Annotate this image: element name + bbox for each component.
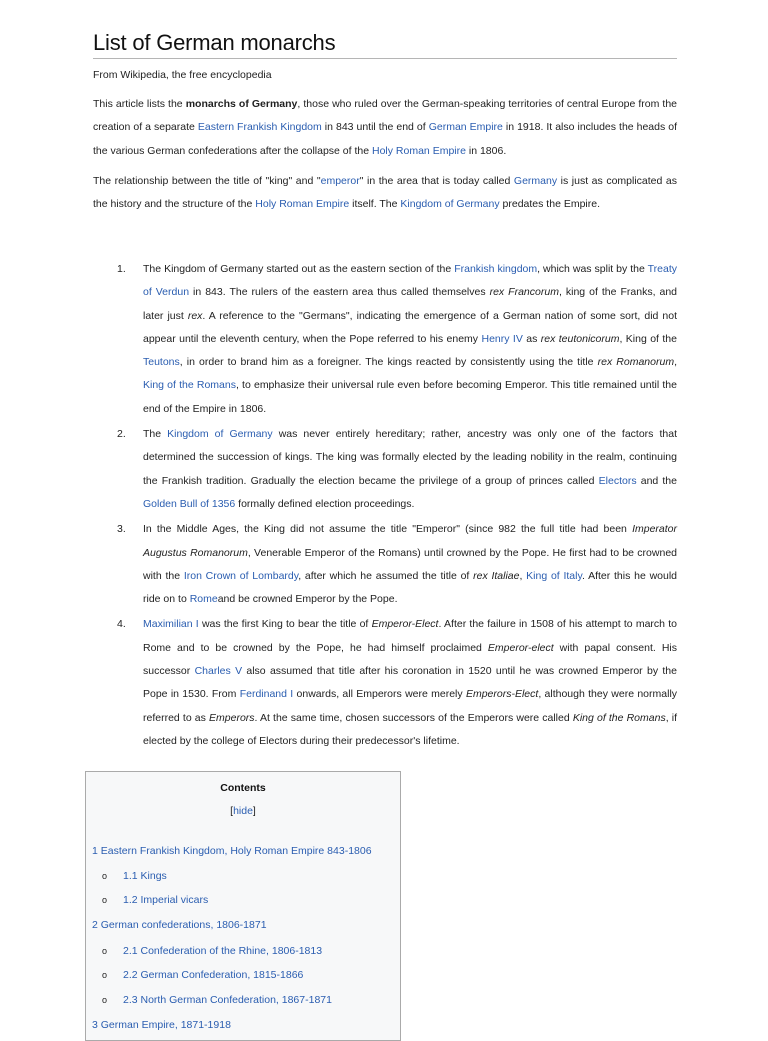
toc-bullet: o — [102, 895, 108, 905]
link-holy-roman-empire[interactable]: Holy Roman Empire — [372, 144, 466, 157]
text: formally defined election proceedings. — [235, 497, 415, 510]
list-item — [93, 258, 677, 421]
text: . After the failure in 1508 of his attempt to march to Rome and to be crowned by the Pope, he had himself proclaimed — [143, 618, 677, 654]
link-electors[interactable]: Electors — [598, 474, 637, 487]
text: was never entirely hereditary; rather, ancestry was only one of the factors that determined the succession of kings. The king was formally elected by the leading nobility in the realm, continuing the Frankish tradition. Gradually the election became the privilege of a group of princes called — [143, 428, 677, 487]
link-iron-crown-of-lombardy[interactable]: Iron Crown of Lombardy — [183, 569, 299, 582]
toc-item-2-2[interactable]: 2.2 German Confederation, 1815-1866 — [123, 969, 304, 981]
text: in 843 until the end of — [321, 121, 429, 134]
text: . After this he would ride on to — [143, 569, 677, 606]
numbered-list — [93, 258, 677, 755]
toc-item-1-2[interactable]: 1.2 Imperial vicars — [123, 894, 209, 906]
toc-item-1-1[interactable]: 1.1 Kings — [123, 870, 167, 882]
list-number: 1. — [117, 263, 126, 275]
toc-item-2-1[interactable]: 2.1 Confederation of the Rhine, 1806-1813 — [123, 945, 323, 957]
text: also assumed that title after his coronation in 1520 until he was crowned Emperor by the Pope in 1530. From — [143, 665, 677, 701]
text: in 1918. It also includes the heads of the various German confederations after the collapse of the — [93, 121, 678, 157]
text: as — [522, 332, 541, 345]
text: , after which he assumed the title of — [298, 569, 474, 582]
italic-text: King of the Romans — [572, 711, 666, 724]
text: The — [143, 428, 168, 441]
link-emperor[interactable]: emperor — [320, 175, 360, 187]
link-eastern-frankish-kingdom[interactable]: Eastern Frankish Kingdom — [197, 121, 322, 134]
text: , in order to brand him as a foreigner. The kings reacted by consistently using the title — [179, 356, 598, 369]
toc-bullet: o — [102, 946, 108, 956]
link-holy-roman-empire[interactable]: Holy Roman Empire — [255, 198, 350, 211]
text: In the Middle Ages, the King did not assume the title "Emperor" (since 982 the full title had been — [143, 523, 633, 536]
italic-text: rex Italiae — [473, 569, 520, 582]
list-item — [93, 518, 677, 611]
bold-text: monarchs of Germany — [185, 98, 298, 110]
list-number: 2. — [117, 428, 126, 441]
toc-item-2-3[interactable]: 2.3 North German Confederation, 1867-1871 — [123, 994, 332, 1006]
italic-text: rex — [187, 309, 203, 322]
italic-text: rex Romanorum — [597, 356, 675, 369]
toc-bullet: o — [102, 995, 108, 1005]
link-king-of-the-romans[interactable]: King of the Romans — [143, 379, 236, 392]
text: , although they were normally referred to as — [143, 688, 678, 724]
link-german-empire[interactable]: German Empire — [428, 121, 503, 134]
text: predates the Empire. — [499, 198, 600, 211]
link-henry-iv[interactable]: Henry IV — [481, 332, 523, 345]
text: itself. The — [349, 198, 401, 211]
text: , which was split by the — [537, 263, 648, 275]
text: was the first King to bear the title of — [198, 618, 372, 631]
link-germany[interactable]: Germany — [513, 175, 558, 187]
link-kingdom-of-germany[interactable]: Kingdom of Germany — [167, 428, 273, 441]
text: , King of the — [619, 332, 677, 345]
text: , those who ruled over the German-speaking territories of central Europe from the creation of a separate — [93, 98, 678, 134]
link-charles-v[interactable]: Charles V — [194, 665, 243, 678]
link-ferdinand-i[interactable]: Ferdinand I — [239, 688, 294, 701]
text: , king of the Franks, and later just — [143, 286, 678, 322]
toc-item-2[interactable]: 2 German confederations, 1806-1871 — [92, 919, 267, 931]
italic-text: Emperor-elect — [487, 641, 554, 654]
text: is just as complicated as the history and the structure of the — [93, 175, 678, 211]
toc-hide-link[interactable]: hide — [233, 805, 253, 817]
link-rome[interactable]: Rome — [189, 593, 218, 606]
link-golden-bull-of-1356[interactable]: Golden Bull of 1356 — [143, 497, 236, 510]
text: , if elected by the college of Electors during their predecessor's lifetime. — [143, 711, 678, 747]
list-number: 4. — [117, 618, 126, 631]
text: , Venerable Emperor of the Romans) until crowned by the Pope. He first had to be crowned with the — [143, 546, 677, 582]
site-subtitle: From Wikipedia, the free encyclopedia — [93, 69, 272, 81]
text: , — [519, 569, 527, 582]
bracket: ] — [252, 805, 256, 817]
link-kingdom-of-germany[interactable]: Kingdom of Germany — [400, 198, 500, 211]
list-item — [93, 423, 677, 516]
text: onwards, all Emperors were merely — [293, 688, 466, 701]
text: with papal consent. His successor — [143, 641, 677, 678]
toc-hide-control — [86, 805, 400, 817]
italic-text: Emperors-Elect — [465, 688, 539, 701]
toc-title: Contents — [220, 782, 266, 794]
text: . At the same time, chosen successors of the Emperors were called — [254, 711, 573, 724]
toc-item-3[interactable]: 3 German Empire, 1871-1918 — [92, 1019, 231, 1031]
italic-text: Emperors — [209, 711, 255, 724]
bracket: [ — [230, 805, 234, 817]
page-title: List of German monarchs — [93, 30, 336, 55]
table-of-contents — [85, 771, 401, 1041]
italic-text: Emperor-Elect — [371, 618, 439, 631]
link-maximilian-i[interactable]: Maximilian I — [143, 618, 199, 631]
intro-paragraph-2 — [93, 170, 677, 217]
list-number: 3. — [117, 523, 126, 536]
link-king-of-italy[interactable]: King of Italy — [526, 569, 582, 582]
text: in 843. The rulers of the eastern area thus called themselves — [189, 286, 490, 299]
intro-paragraph-1 — [93, 93, 677, 163]
link-treaty-of-verdun[interactable]: Treaty of Verdun — [143, 263, 677, 299]
text: in 1806. — [465, 144, 507, 157]
text: . A reference to the "Germans", indicating the emergence of a German nation of some sort, did not appear until the eleventh century, when the Pope referred to his enemy — [143, 309, 677, 345]
italic-text: rex teutonicorum — [540, 332, 620, 345]
title-divider — [93, 58, 677, 59]
text: This article lists the — [93, 98, 186, 110]
text: and the — [636, 474, 677, 487]
text: " in the area that is today called — [359, 175, 514, 187]
text: , to emphasize their universal rule even before becoming Emperor. This title remained until the end of the Empire in 1806. — [143, 379, 677, 415]
toc-bullet: o — [102, 970, 108, 980]
link-teutons[interactable]: Teutons — [143, 356, 180, 369]
list-item — [93, 613, 677, 753]
link-frankish-kingdom[interactable]: Frankish kingdom — [454, 263, 538, 275]
text: The Kingdom of Germany started out as the eastern section of the — [143, 263, 455, 275]
italic-text: rex Francorum — [489, 286, 559, 299]
text: and be crowned Emperor by the Pope. — [217, 593, 398, 606]
text: , — [674, 356, 677, 369]
toc-bullet: o — [102, 871, 108, 881]
text: The relationship between the title of "king" and " — [93, 175, 321, 187]
toc-item-1[interactable]: 1 Eastern Frankish Kingdom, Holy Roman Empire 843-1806 — [92, 845, 372, 857]
italic-text: Imperator Augustus Romanorum — [143, 523, 677, 559]
